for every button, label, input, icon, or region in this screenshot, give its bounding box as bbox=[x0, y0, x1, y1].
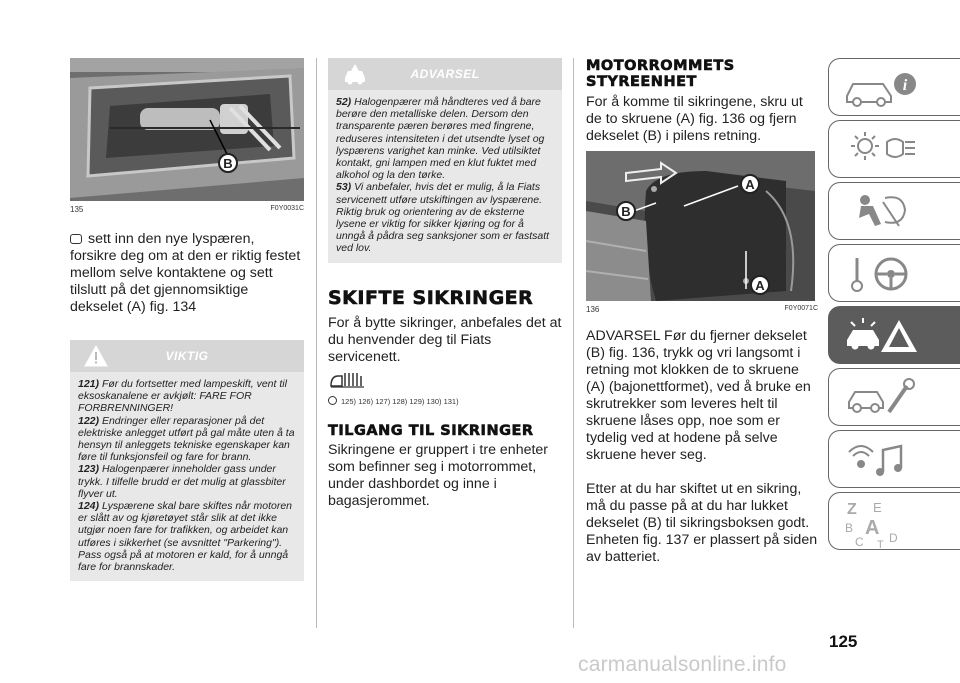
clock-icon bbox=[328, 396, 337, 405]
warning-header bbox=[328, 58, 562, 90]
figure-136-caption bbox=[586, 305, 818, 314]
watermark: carmanualsonline.info bbox=[578, 653, 787, 676]
note-item bbox=[78, 415, 296, 464]
column-divider bbox=[573, 58, 574, 628]
refs-row bbox=[328, 370, 562, 406]
note-number: 122) bbox=[78, 414, 100, 427]
note-text: Halogenpærer må håndteres ved å bare berøre den metalliske delen. Dersom den transparente pæren berøres med fingrene, reduseres intensiteten i det utsendte lyset og lyspærens varighet kan minke. Ved utilsiktet kontakt, gni lampen med en klut fuktet med alkohol og la den tørke. bbox=[336, 96, 545, 182]
note-text: Vi anbefaler, hvis det er mulig, å la Fiats servicenett utføre utskiftingen av lyspærene. Riktig bruk og orientering av de eksterne lysene er viktig for sikker kjøring og for å unngå å pådra seg sanksjoner som er fastsatt ved lov. bbox=[336, 181, 550, 255]
page-number: 125 bbox=[829, 632, 858, 651]
tab-dashboard[interactable] bbox=[828, 120, 960, 178]
note-text: Halogenpærer inneholder gass under trykk. I tilfelle brudd er det mulig at glassbiter flyver ut. bbox=[78, 463, 286, 500]
tab-emergency[interactable] bbox=[828, 306, 960, 364]
figure-code: F0Y0031C bbox=[270, 205, 304, 212]
figure-code: F0Y0071C bbox=[784, 305, 818, 312]
key-steering-icon bbox=[843, 252, 923, 296]
note-text: Før du fortsetter med lampeskift, vent til eksoskanalene er avkjølt: FARE FOR FORBRENNINGER! bbox=[78, 378, 287, 415]
index-letter: A bbox=[865, 517, 880, 539]
closing-paragraph: Etter at du har skiftet ut en sikring, må du passe på at du har lukket dekselet (B) til sikringsboksen godt. Enheten fig. 137 er plassert på siden av batteriet. bbox=[586, 481, 818, 565]
note-item bbox=[336, 181, 554, 254]
airbag-safety-icon bbox=[843, 190, 923, 234]
column-3 bbox=[586, 58, 818, 566]
bullet-icon bbox=[70, 234, 82, 244]
engine-unit-paragraph: For å komme til sikringene, skru ut de to skruene (A) fig. 136 og fjern dekselet (B) i pilens retning. bbox=[586, 94, 803, 144]
index-letter: C bbox=[855, 535, 864, 549]
callout-a-label: A bbox=[740, 174, 760, 194]
column-2 bbox=[328, 58, 562, 510]
warning-notes-box bbox=[328, 90, 562, 263]
note-item bbox=[78, 500, 296, 573]
hand-tool-icon bbox=[328, 370, 370, 390]
maintenance-icon bbox=[843, 376, 923, 420]
column-divider bbox=[316, 58, 317, 628]
index-letter: B bbox=[845, 521, 854, 535]
note-number: 53) bbox=[336, 181, 352, 194]
note-item bbox=[78, 378, 296, 415]
tab-car-info[interactable] bbox=[828, 58, 960, 116]
tab-safety[interactable] bbox=[828, 182, 960, 240]
section-heading-engine-unit: MOTORROMMETS STYREENHET bbox=[586, 58, 735, 90]
callout-b-label: B bbox=[218, 153, 238, 173]
note-number: 123) bbox=[78, 463, 100, 476]
footnote-references: 125) 126) 127) 128) 129) 130) 131) bbox=[328, 396, 562, 406]
note-number: 121) bbox=[78, 378, 100, 390]
important-title: VIKTIG bbox=[165, 349, 209, 363]
figure-136-photo bbox=[586, 151, 815, 301]
fuses-paragraph: For å bytte sikringer, anbefales det at du henvender deg til Fiats servicenett. bbox=[328, 314, 562, 365]
section-heading-fuses: SKIFTE SIKRINGER bbox=[328, 286, 534, 309]
figure-number: 135 bbox=[70, 205, 84, 214]
note-text: Endringer eller reparasjoner på det elektriske anlegget utført på gal måte uten å ta hensyn til anleggets tekniske egenskaper kan føre til funksjonsfeil og fare for brann. bbox=[78, 414, 295, 464]
index-letter: E bbox=[873, 500, 882, 515]
column-1 bbox=[70, 58, 304, 581]
figure-135-caption bbox=[70, 205, 304, 214]
note-text: Lyspærene skal bare skiftes når motoren er slått av og kjøretøyet står slik at det ikke utgjør noen fare for trafikken, og arbeidet kan utføres i sikkerhet (se avsnittet "Parkering"). Pass også på at motoren er kald, for å unngå fare for brannskader. bbox=[78, 500, 293, 574]
emergency-warning-icon bbox=[843, 314, 923, 358]
svg-text:i: i bbox=[902, 77, 908, 94]
tab-index[interactable] bbox=[828, 492, 960, 550]
section-heading-access: TILGANG TIL SIKRINGER bbox=[328, 422, 534, 439]
tab-starting-driving[interactable] bbox=[828, 244, 960, 302]
note-number: 52) bbox=[336, 96, 352, 108]
tab-multimedia[interactable] bbox=[828, 430, 960, 488]
note-item bbox=[336, 96, 554, 181]
index-icon bbox=[843, 500, 923, 550]
tab-maintenance[interactable] bbox=[828, 368, 960, 426]
warning-title: ADVARSEL bbox=[410, 67, 480, 81]
note-number: 124) bbox=[78, 500, 100, 513]
access-paragraph: Sikringene er gruppert i tre enheter som befinner seg i motorrommet, under dashbordet og inne i bagasjerommet. bbox=[328, 441, 549, 509]
bulb-paragraph: sett inn den nye lyspæren, forsikre deg om at den er riktig festet mellom selve kontaktene og sett tilslutt på det gjennomsiktige dekselet (A) fig. 134 bbox=[70, 231, 301, 315]
dashboard-lights-icon bbox=[843, 128, 923, 172]
caution-paragraph: ADVARSEL Før du fjerner dekselet (B) fig. 136, trykk og vri langsomt i retning mot klokken de to skruene (A) (bajonettformet), ved å bruke en skrutrekker som leveres helt til skruene låses opp, noe som er tydelig ved at hodene på selve skruene hever seg. bbox=[586, 328, 811, 463]
important-notes-box bbox=[70, 372, 304, 581]
note-item bbox=[78, 463, 296, 500]
callout-a-label-2: A bbox=[750, 275, 770, 295]
figure-135-photo bbox=[70, 58, 304, 201]
car-info-icon bbox=[843, 66, 923, 110]
index-letter: Z bbox=[847, 501, 857, 518]
figure-number: 136 bbox=[586, 305, 600, 314]
callout-b-label: B bbox=[616, 201, 636, 221]
important-header bbox=[70, 340, 304, 372]
multimedia-icon bbox=[843, 438, 923, 482]
index-letter: D bbox=[889, 531, 898, 545]
index-letter: T bbox=[877, 539, 884, 550]
